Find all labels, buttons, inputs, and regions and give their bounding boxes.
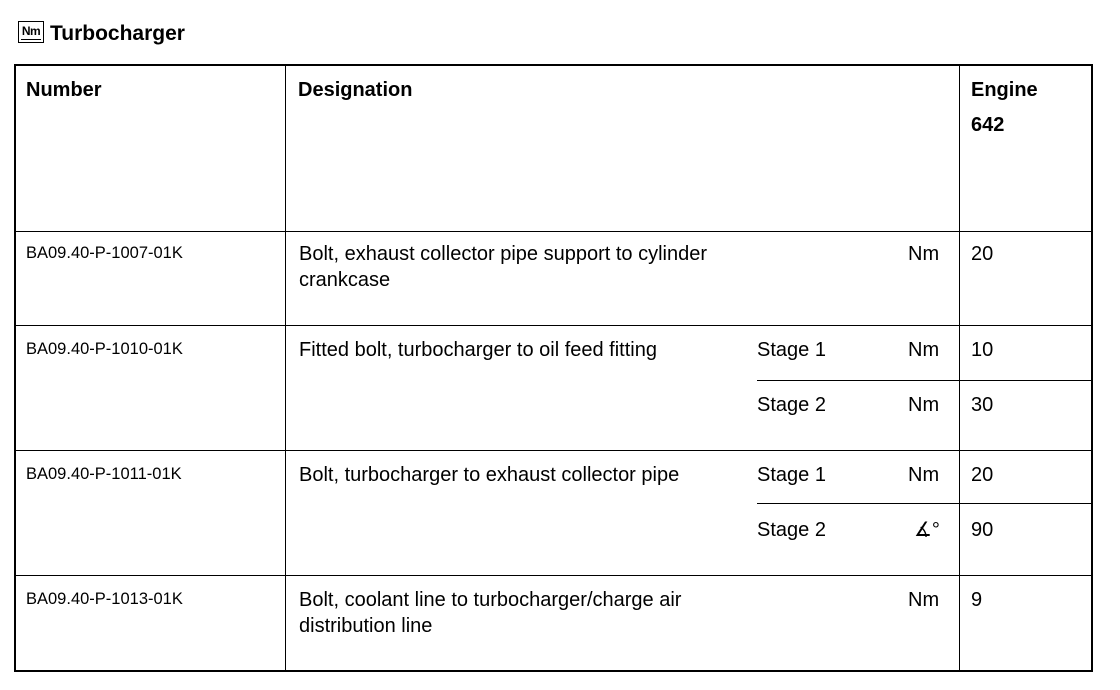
- row-2-stage-1: Stage 1: [757, 339, 826, 361]
- row-3-stage-1-unit: Nm: [908, 464, 940, 486]
- row-2-stage-2-value: 30: [971, 394, 994, 416]
- row-divider: [16, 575, 1091, 576]
- row-2-number: BA09.40-P-1010-01K: [26, 340, 183, 358]
- row-3-stage-2-value: 90: [971, 519, 994, 541]
- header-engine: Engine: [971, 79, 1038, 101]
- row-2-designation: Fitted bolt, turbocharger to oil feed fitting: [299, 339, 657, 361]
- angle-degree-icon: ∡°: [914, 519, 940, 541]
- row-3-number: BA09.40-P-1011-01K: [26, 465, 182, 483]
- column-divider: [285, 66, 286, 670]
- row-divider: [16, 231, 1091, 232]
- row-1-unit: Nm: [908, 243, 940, 265]
- row-4-designation: Bolt, coolant line to turbocharger/charge air distribution line: [299, 589, 682, 637]
- header-engine-model: 642: [971, 114, 1005, 136]
- column-divider: [959, 66, 960, 670]
- row-divider: [16, 325, 1091, 326]
- row-4-unit: Nm: [908, 589, 940, 611]
- section-title-text: Turbocharger: [50, 22, 185, 45]
- row-2-stage-1-unit: Nm: [908, 339, 940, 361]
- row-1-number: BA09.40-P-1007-01K: [26, 244, 183, 262]
- row-divider: [16, 450, 1091, 451]
- row-3-stage-2: Stage 2: [757, 519, 826, 541]
- torque-nm-icon: Nm: [18, 21, 44, 43]
- row-2-stage-1-value: 10: [971, 339, 994, 361]
- row-3-stage-1: Stage 1: [757, 464, 826, 486]
- row-3-stage-1-value: 20: [971, 464, 994, 486]
- row-2-stage-2-unit: Nm: [908, 394, 940, 416]
- stage-divider: [757, 380, 1091, 381]
- torque-table: [14, 64, 1093, 672]
- row-2-stage-2: Stage 2: [757, 394, 826, 416]
- header-number: Number: [26, 79, 102, 101]
- row-1-value: 20: [971, 243, 994, 265]
- row-1-designation: Bolt, exhaust collector pipe support to cylinder crankcase: [299, 243, 707, 291]
- stage-divider: [757, 503, 1091, 504]
- row-4-number: BA09.40-P-1013-01K: [26, 590, 183, 608]
- header-designation: Designation: [298, 79, 413, 101]
- row-4-value: 9: [971, 589, 983, 611]
- row-3-designation: Bolt, turbocharger to exhaust collector pipe: [299, 464, 680, 486]
- section-title: [18, 18, 185, 46]
